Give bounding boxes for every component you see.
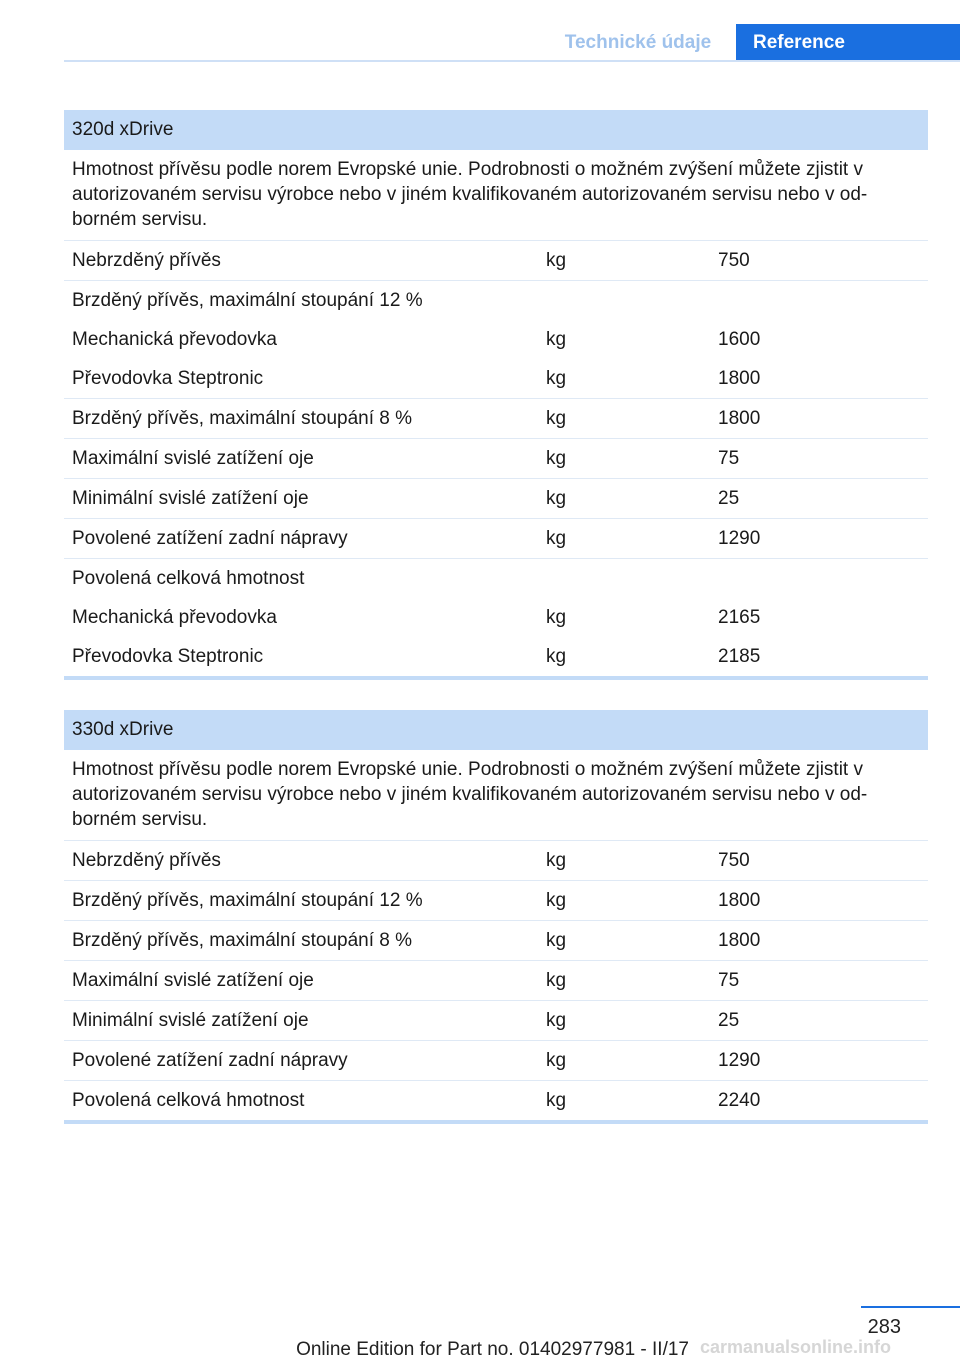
row-unit: kg (538, 519, 710, 559)
row-label: Nebrzděný přívěs (64, 241, 538, 281)
row-unit: kg (538, 881, 710, 921)
table-title: 320d xDrive (64, 110, 928, 150)
row-value: 750 (710, 241, 928, 281)
row-label: Brzděný přívěs, maximální stoupání 12 % (64, 881, 538, 921)
row-value: 2240 (710, 1081, 928, 1123)
page-number-rule (861, 1306, 960, 1308)
table-row (64, 359, 928, 399)
table-row (64, 1041, 928, 1081)
watermark: carmanualsonline.info (700, 1337, 892, 1357)
table-row (64, 961, 928, 1001)
row-label: Minimální svislé zatížení oje (64, 1001, 538, 1041)
row-unit: kg (538, 479, 710, 519)
page-number: 283 (867, 1316, 901, 1338)
row-value: 750 (710, 841, 928, 881)
section-tab-reference[interactable]: Reference (736, 24, 960, 62)
row-unit (538, 559, 710, 599)
spec-table-320d (64, 110, 928, 680)
row-value: 25 (710, 479, 928, 519)
row-value: 1800 (710, 399, 928, 439)
row-unit: kg (538, 359, 710, 399)
row-unit: kg (538, 439, 710, 479)
row-value: 1800 (710, 921, 928, 961)
row-unit: kg (538, 637, 710, 678)
row-value: 1800 (710, 881, 928, 921)
row-label: Brzděný přívěs, maximální stoupání 12 % (72, 289, 423, 311)
row-unit: kg (546, 328, 567, 350)
table-row (64, 399, 928, 439)
row-value (710, 281, 928, 321)
table-row (64, 519, 928, 559)
row-value: 1600 (718, 328, 761, 350)
row-value: 1290 (710, 1041, 928, 1081)
row-label: Povolené zatížení zadní nápravy (64, 519, 538, 559)
table-row (64, 881, 928, 921)
table-row (64, 841, 928, 881)
row-value: 75 (710, 439, 928, 479)
row-unit: kg (538, 241, 710, 281)
row-label: Převodovka Steptronic (64, 637, 538, 678)
table-row (64, 320, 928, 359)
table-row (64, 559, 928, 599)
row-label: Minimální svislé zatížení oje (64, 479, 538, 519)
spec-table-330d (64, 710, 928, 1124)
row-value: 25 (710, 1001, 928, 1041)
table-row (64, 241, 928, 281)
table-row (64, 1081, 928, 1123)
row-unit: kg (538, 961, 710, 1001)
row-value (710, 559, 928, 599)
row-label: Povolená celková hmotnost (72, 567, 305, 589)
table-row (64, 479, 928, 519)
row-label: Brzděný přívěs, maximální stoupání 8 % (64, 921, 538, 961)
row-label: Maximální svislé zatížení oje (64, 439, 538, 479)
row-label: Mechanická převodovka (72, 328, 277, 350)
row-unit (538, 281, 710, 321)
row-value: 2185 (710, 637, 928, 678)
edition-footer: Online Edition for Part no. 01402977981 - II/17 (296, 1339, 689, 1360)
row-value: 2165 (718, 606, 761, 628)
row-unit: kg (546, 606, 567, 628)
row-unit: kg (538, 1041, 710, 1081)
row-label: Povolené zatížení zadní nápravy (64, 1041, 538, 1081)
row-value: 1290 (710, 519, 928, 559)
header-divider (64, 60, 960, 62)
row-value: 1800 (710, 359, 928, 399)
row-label: Povolená celková hmotnost (64, 1081, 538, 1123)
table-description: Hmotnost přívěsu podle norem Evropské unie. Podrobnosti o možném zvýšení můžete zjistit v autorizovaném servisu výrobce nebo v jiném kvalifikovaném autorizovaném servisu nebo v odborném servisu. (64, 150, 928, 241)
table-row (64, 1001, 928, 1041)
row-label: Maximální svislé zatížení oje (64, 961, 538, 1001)
row-label: Mechanická převodovka (72, 606, 277, 628)
table-row (64, 921, 928, 961)
row-value: 75 (710, 961, 928, 1001)
row-unit: kg (538, 1081, 710, 1123)
table-row (64, 281, 928, 321)
table-row (64, 439, 928, 479)
table-title: 330d xDrive (64, 710, 928, 750)
table-description: Hmotnost přívěsu podle norem Evropské unie. Podrobnosti o možném zvýšení můžete zjistit v autorizovaném servisu výrobce nebo v jiném kvalifikovaném autorizovaném servisu nebo v odborném servisu. (64, 750, 928, 841)
table-row (64, 637, 928, 678)
row-unit: kg (538, 841, 710, 881)
table-row (64, 598, 928, 637)
row-unit: kg (538, 399, 710, 439)
row-label: Brzděný přívěs, maximální stoupání 8 % (64, 399, 538, 439)
row-label: Převodovka Steptronic (64, 359, 538, 399)
row-unit: kg (538, 921, 710, 961)
row-label: Nebrzděný přívěs (64, 841, 538, 881)
section-tab-technicke-udaje[interactable]: Technické údaje (564, 32, 712, 53)
row-unit: kg (538, 1001, 710, 1041)
